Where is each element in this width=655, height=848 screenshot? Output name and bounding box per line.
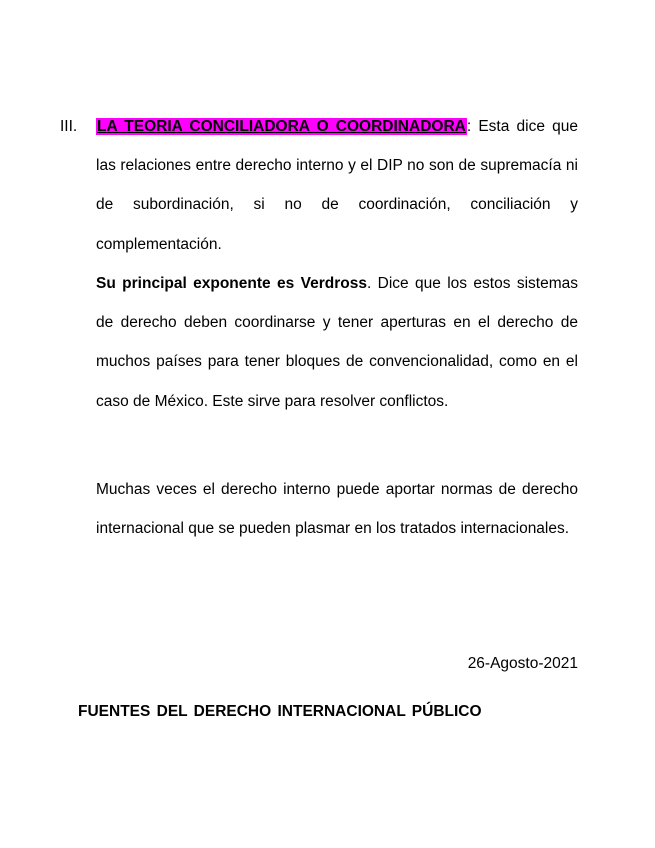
theory-paragraph bbox=[96, 107, 578, 264]
exponent-lead: Su principal exponente es Verdross bbox=[96, 275, 367, 292]
exponent-paragraph bbox=[96, 264, 578, 421]
exponent-description: . Dice que los estos sistemas de derecho deben coordinarse y tener aperturas en el derecho de muchos países para tener bloques de convencionalidad, como en el caso de México. Este sirve para resolver conflictos. bbox=[96, 275, 578, 410]
list-numeral: III. bbox=[60, 118, 78, 135]
date-line: 26-Agosto-2021 bbox=[467, 655, 578, 672]
theory-description: : Esta dice que las relaciones entre derecho interno y el DIP no son de supremacía ni de subordinación, si no de coordinación, conciliación y complementación. bbox=[96, 118, 578, 253]
section-heading: FUENTES DEL DERECHO INTERNACIONAL PÚBLICO bbox=[78, 703, 482, 720]
internal-law-paragraph: Muchas veces el derecho interno puede aportar normas de derecho internacional que se pueden plasmar en los tratados internacionales. bbox=[96, 481, 578, 538]
highlighted-heading: LA TEORIA CONCILIADORA O COORDINADORA bbox=[97, 118, 466, 135]
